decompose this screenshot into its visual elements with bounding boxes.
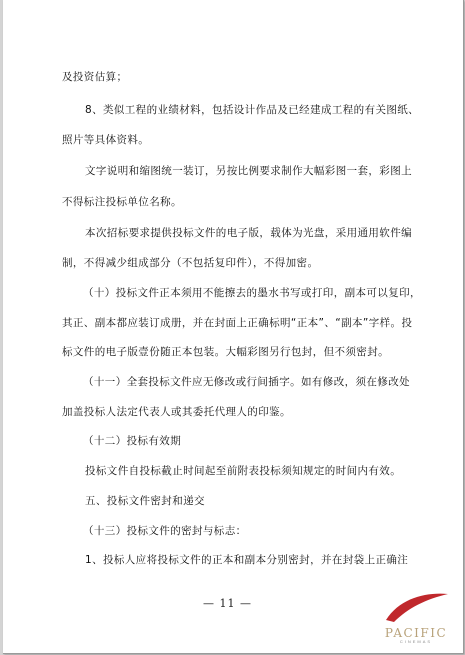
text-line: （十）投标文件正本须用不能擦去的墨水书写或打印，副本可以复印，: [83, 287, 421, 299]
text-line: 照片等具体资料。: [62, 134, 150, 146]
text-line: （十二）投标有效期: [83, 435, 182, 447]
text-line: 文字说明和缩图统一装订，另按比例要求制作大幅彩图一套，彩图上: [85, 165, 412, 177]
logo-subtitle: CINEMAS: [399, 639, 433, 644]
text-line: 本次招标要求提供投标文件的电子版，载体为光盘，采用通用软件编: [85, 227, 412, 239]
text-line: 及投资估算；: [62, 71, 128, 83]
text-line: 1、投标人应将投标文件的正本和副本分别密封，并在封袋上正确注: [85, 554, 409, 566]
pacific-cinemas-logo: [376, 590, 456, 646]
text-line: 制，不得减少组成部分（不包括复印件），不得加密。: [62, 257, 319, 269]
text-line: 其正、副本都应装订成册，并在封面上正确标明“正本”、“副本”字样。投: [62, 317, 413, 329]
text-line: 8、类似工程的业绩材料，包括设计作品及已经建成工程的有关图纸、: [85, 104, 420, 116]
text-line: （十一）全套投标文件应无修改或行间插字。如有修改，须在修改处: [83, 376, 410, 388]
text-line: 加盖投标人法定代表人或其委托代理人的印鉴。: [62, 406, 291, 418]
section-heading: 五、投标文件密封和递交: [85, 495, 205, 507]
text-line: （十三）投标文件的密封与标志：: [83, 525, 247, 537]
page-number: — 11 —: [203, 597, 252, 610]
text-line: 投标文件自投标截止时间起至前附表投标须知规定的时间内有效。: [85, 465, 402, 477]
logo-swoosh-icon: [382, 590, 450, 624]
document-page: [3, 0, 464, 654]
text-line: 不得标注投标单位名称。: [62, 196, 182, 208]
logo-wordmark: PACIFIC: [384, 626, 448, 640]
text-line: 标文件的电子版壹份随正本包装。大幅彩图另行包封，但不须密封。: [62, 346, 389, 358]
